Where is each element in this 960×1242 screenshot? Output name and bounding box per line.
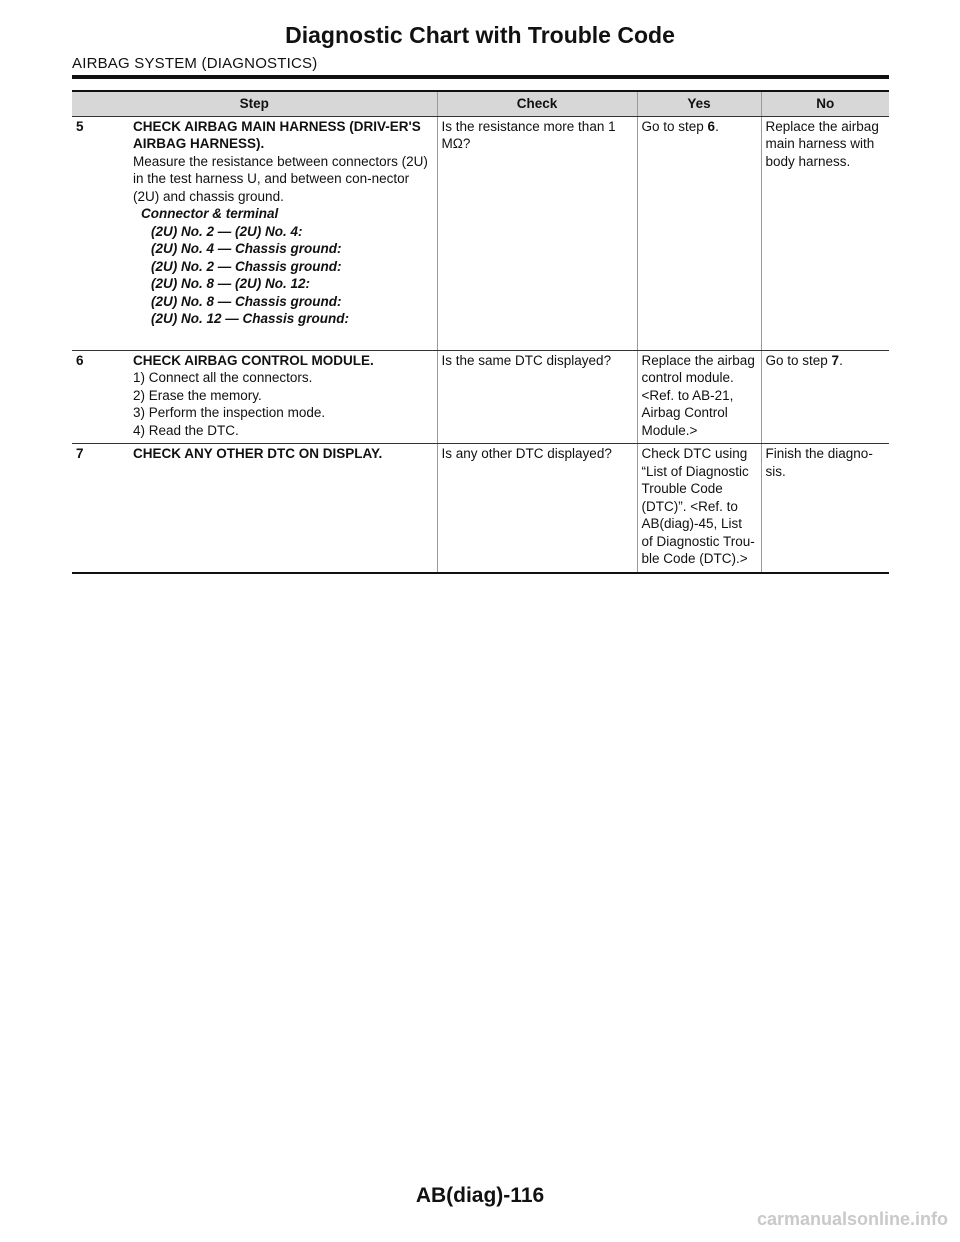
table-header-row — [72, 91, 889, 116]
connector-item: (2U) No. 2 — Chassis ground: — [151, 258, 342, 274]
yes-cell — [637, 116, 761, 350]
step-substep: 3) Perform the inspection mode. — [133, 405, 326, 420]
col-header-yes: Yes — [637, 91, 761, 116]
section-title: AIRBAG SYSTEM (DIAGNOSTICS) — [72, 55, 318, 72]
col-header-step: Step — [72, 91, 437, 116]
check-cell: Is the same DTC displayed? — [437, 350, 637, 444]
step-link[interactable]: 7 — [831, 352, 840, 368]
step-number: 6 — [76, 352, 84, 368]
connector-item: (2U) No. 2 — (2U) No. 4: — [151, 223, 303, 239]
yes-text: Go to step — [641, 118, 708, 134]
table-row — [72, 350, 889, 444]
step-cell — [72, 444, 437, 573]
check-cell: Is any other DTC displayed? — [437, 444, 637, 573]
connector-item: (2U) No. 8 — Chassis ground: — [151, 293, 342, 309]
step-title: CHECK AIRBAG CONTROL MODULE. — [133, 352, 374, 368]
step-instruction: Measure the resistance between connectors (2U) in the test harness U, and between con-nector (2U) and chassis ground. — [133, 153, 428, 204]
step-number: 5 — [76, 118, 84, 134]
connector-item: (2U) No. 12 — Chassis ground: — [151, 311, 350, 326]
step-cell — [72, 116, 437, 350]
step-title: CHECK AIRBAG MAIN HARNESS (DRIV-ER'S AIRBAG HARNESS). — [133, 118, 421, 151]
step-link[interactable]: 6 — [707, 118, 716, 134]
step-substep: 1) Connect all the connectors. — [133, 370, 313, 385]
step-number: 7 — [76, 446, 84, 461]
yes-cell: Replace the airbag control module. <Ref. to AB-21, Airbag Control Module.> — [637, 350, 761, 444]
connector-heading: Connector & terminal — [141, 206, 279, 221]
step-cell — [72, 350, 437, 444]
check-cell: Is the resistance more than 1 MΩ? — [437, 116, 637, 350]
page-number: AB(diag)-116 — [415, 1184, 545, 1207]
no-cell — [761, 350, 889, 444]
table-row — [72, 444, 889, 573]
no-text-end: . — [839, 352, 843, 368]
page-title: Diagnostic Chart with Trouble Code — [285, 22, 675, 48]
step-substep: 2) Erase the memory. — [133, 387, 262, 403]
header-rule — [72, 75, 889, 79]
step-substep: 4) Read the DTC. — [133, 422, 239, 438]
col-header-check: Check — [437, 91, 637, 116]
no-cell: Finish the diagno-sis. — [761, 444, 889, 573]
yes-text-end: . — [715, 118, 719, 134]
yes-cell: Check DTC using “List of Diagnostic Trouble Code (DTC)”. <Ref. to AB(diag)-45, List of Diagnostic Trou-ble Code (DTC).> — [637, 444, 761, 573]
col-header-no: No — [761, 91, 889, 116]
table-row — [72, 116, 889, 350]
no-text: Go to step — [765, 352, 832, 368]
diagnostic-table — [72, 90, 889, 574]
connector-item: (2U) No. 8 — (2U) No. 12: — [151, 276, 311, 291]
watermark: carmanualsonline.info — [756, 1209, 948, 1229]
step-title: CHECK ANY OTHER DTC ON DISPLAY. — [133, 446, 383, 461]
connector-item: (2U) No. 4 — Chassis ground: — [151, 241, 342, 256]
no-cell: Replace the airbag main harness with body harness. — [761, 116, 889, 350]
